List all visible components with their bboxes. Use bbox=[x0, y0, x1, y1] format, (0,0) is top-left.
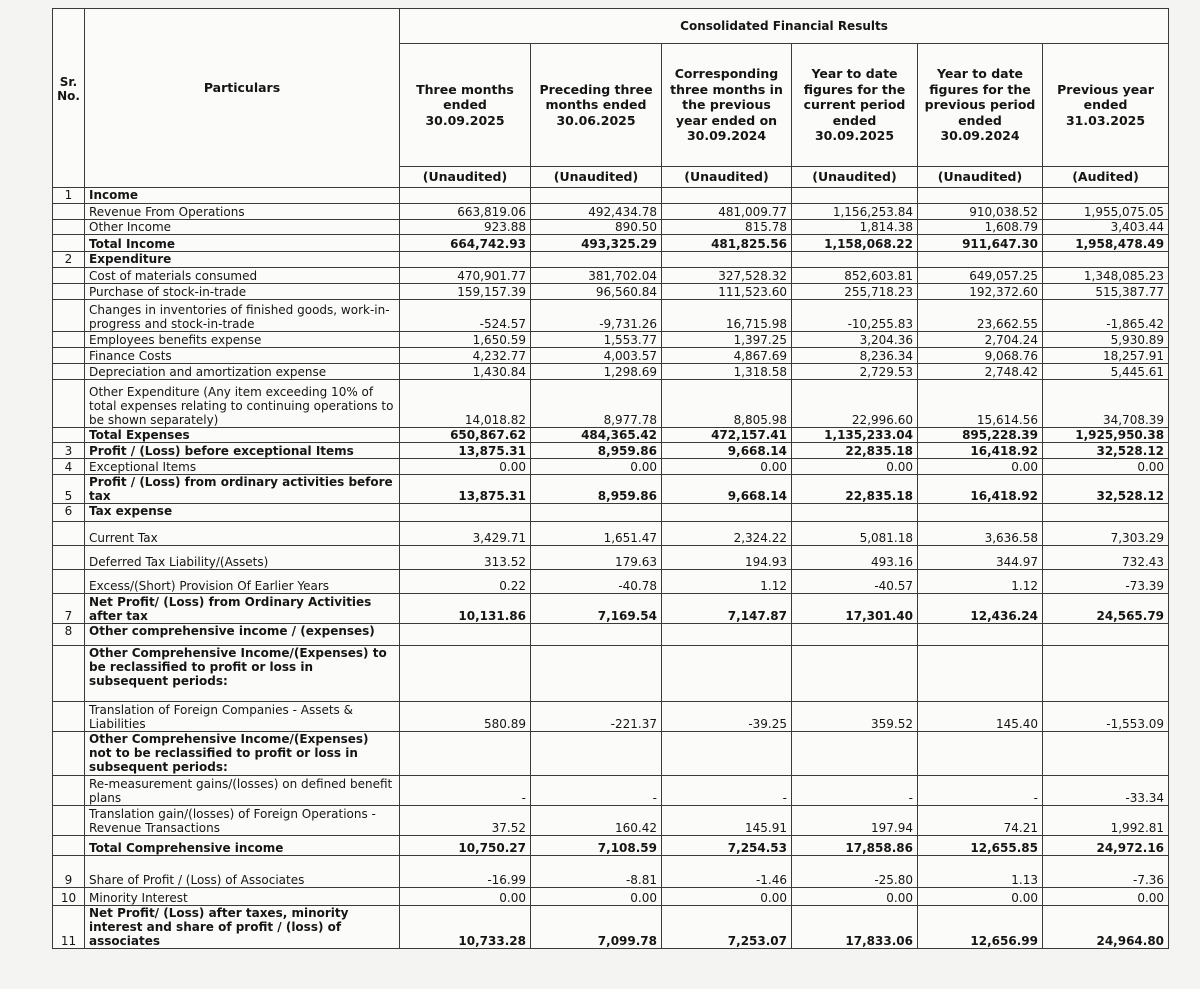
row-label: Translation of Foreign Companies - Assets & Liabilities bbox=[85, 702, 400, 732]
column-header-ytd-2025: Year to date figures for the current period ended 30.09.2025 bbox=[792, 44, 918, 167]
row-value: 1,651.47 bbox=[531, 522, 662, 546]
table-row bbox=[53, 504, 1169, 522]
row-value bbox=[400, 504, 531, 522]
row-label: Total Expenses bbox=[85, 428, 400, 443]
row-value: 7,147.87 bbox=[662, 594, 792, 624]
row-sr-no: 10 bbox=[53, 888, 85, 906]
table-row bbox=[53, 235, 1169, 252]
audit-status: (Unaudited) bbox=[662, 167, 792, 188]
row-value: 327,528.32 bbox=[662, 268, 792, 284]
row-value: -33.34 bbox=[1043, 776, 1169, 806]
row-value: 10,131.86 bbox=[400, 594, 531, 624]
particulars-header: Particulars bbox=[85, 9, 400, 188]
row-value: 96,560.84 bbox=[531, 284, 662, 300]
row-label: Excess/(Short) Provision Of Earlier Years bbox=[85, 570, 400, 594]
sr-no-header: Sr. No. bbox=[53, 9, 85, 188]
row-value: 16,418.92 bbox=[918, 475, 1043, 504]
row-label: Total Comprehensive income bbox=[85, 836, 400, 856]
row-label: Profit / (Loss) from ordinary activities before tax bbox=[85, 475, 400, 504]
row-value: 9,068.76 bbox=[918, 348, 1043, 364]
row-value: -1.46 bbox=[662, 856, 792, 888]
row-value bbox=[1043, 624, 1169, 646]
table-row bbox=[53, 522, 1169, 546]
row-value: 14,018.82 bbox=[400, 380, 531, 428]
row-value: 159,157.39 bbox=[400, 284, 531, 300]
row-value: 34,708.39 bbox=[1043, 380, 1169, 428]
row-value: 732.43 bbox=[1043, 546, 1169, 570]
row-label: Changes in inventories of finished goods, work-in-progress and stock-in-trade bbox=[85, 300, 400, 332]
row-value: 0.00 bbox=[662, 459, 792, 475]
row-label: Depreciation and amortization expense bbox=[85, 364, 400, 380]
row-value bbox=[1043, 188, 1169, 204]
table-row bbox=[53, 364, 1169, 380]
row-value bbox=[792, 188, 918, 204]
row-label: Share of Profit / (Loss) of Associates bbox=[85, 856, 400, 888]
row-value: 492,434.78 bbox=[531, 204, 662, 220]
table-body bbox=[53, 188, 1169, 949]
row-value: -40.78 bbox=[531, 570, 662, 594]
row-label: Net Profit/ (Loss) after taxes, minority interest and share of profit / (loss) of associates bbox=[85, 906, 400, 949]
row-value bbox=[662, 624, 792, 646]
row-label: Translation gain/(losses) of Foreign Operations - Revenue Transactions bbox=[85, 806, 400, 836]
row-value: 890.50 bbox=[531, 220, 662, 235]
audit-status: (Unaudited) bbox=[531, 167, 662, 188]
row-value: 663,819.06 bbox=[400, 204, 531, 220]
row-value: 7,303.29 bbox=[1043, 522, 1169, 546]
row-value: 111,523.60 bbox=[662, 284, 792, 300]
row-value: 7,169.54 bbox=[531, 594, 662, 624]
row-value: 472,157.41 bbox=[662, 428, 792, 443]
row-label: Revenue From Operations bbox=[85, 204, 400, 220]
row-value: 1.13 bbox=[918, 856, 1043, 888]
row-sr-no: 5 bbox=[53, 475, 85, 504]
row-value: 7,108.59 bbox=[531, 836, 662, 856]
row-value bbox=[792, 624, 918, 646]
row-value: 1,430.84 bbox=[400, 364, 531, 380]
table-row bbox=[53, 300, 1169, 332]
row-sr-no: 6 bbox=[53, 504, 85, 522]
row-value: 484,365.42 bbox=[531, 428, 662, 443]
table-row bbox=[53, 428, 1169, 443]
row-label: Tax expense bbox=[85, 504, 400, 522]
row-value: -40.57 bbox=[792, 570, 918, 594]
row-value: 2,729.53 bbox=[792, 364, 918, 380]
table-row bbox=[53, 220, 1169, 235]
row-sr-no bbox=[53, 732, 85, 776]
row-value: 22,835.18 bbox=[792, 443, 918, 459]
row-value: 493.16 bbox=[792, 546, 918, 570]
table-row bbox=[53, 732, 1169, 776]
row-value: 17,858.86 bbox=[792, 836, 918, 856]
row-label: Other Comprehensive Income/(Expenses) to be reclassified to profit or loss in subsequent periods: bbox=[85, 646, 400, 702]
row-value: 313.52 bbox=[400, 546, 531, 570]
row-sr-no bbox=[53, 776, 85, 806]
row-value bbox=[531, 646, 662, 702]
row-sr-no bbox=[53, 364, 85, 380]
row-value: 13,875.31 bbox=[400, 443, 531, 459]
row-value: 16,715.98 bbox=[662, 300, 792, 332]
row-value: 4,867.69 bbox=[662, 348, 792, 364]
table-row bbox=[53, 284, 1169, 300]
table-row bbox=[53, 646, 1169, 702]
row-value: 197.94 bbox=[792, 806, 918, 836]
row-value: 911,647.30 bbox=[918, 235, 1043, 252]
row-sr-no: 7 bbox=[53, 594, 85, 624]
table-header bbox=[53, 9, 1169, 188]
row-value: 895,228.39 bbox=[918, 428, 1043, 443]
row-value bbox=[531, 732, 662, 776]
row-value: 815.78 bbox=[662, 220, 792, 235]
row-sr-no bbox=[53, 646, 85, 702]
row-value: 1.12 bbox=[918, 570, 1043, 594]
row-sr-no bbox=[53, 522, 85, 546]
row-value: 0.00 bbox=[531, 888, 662, 906]
row-value: 32,528.12 bbox=[1043, 475, 1169, 504]
row-value bbox=[918, 188, 1043, 204]
row-value bbox=[662, 188, 792, 204]
row-value bbox=[662, 504, 792, 522]
row-sr-no bbox=[53, 546, 85, 570]
row-value bbox=[918, 504, 1043, 522]
row-value: 923.88 bbox=[400, 220, 531, 235]
row-sr-no bbox=[53, 380, 85, 428]
row-sr-no bbox=[53, 806, 85, 836]
row-value bbox=[918, 252, 1043, 268]
row-value: 1,135,233.04 bbox=[792, 428, 918, 443]
row-label: Expenditure bbox=[85, 252, 400, 268]
row-value: -8.81 bbox=[531, 856, 662, 888]
table-row bbox=[53, 776, 1169, 806]
row-value bbox=[531, 504, 662, 522]
row-value: 2,748.42 bbox=[918, 364, 1043, 380]
row-value: 1,608.79 bbox=[918, 220, 1043, 235]
row-value bbox=[400, 624, 531, 646]
row-value: 8,236.34 bbox=[792, 348, 918, 364]
row-value: 22,996.60 bbox=[792, 380, 918, 428]
row-value: 0.00 bbox=[400, 459, 531, 475]
row-value: 0.00 bbox=[400, 888, 531, 906]
column-header-q2-2024: Corresponding three months in the previous year ended on 30.09.2024 bbox=[662, 44, 792, 167]
table-row bbox=[53, 906, 1169, 949]
row-sr-no bbox=[53, 570, 85, 594]
audit-status: (Unaudited) bbox=[918, 167, 1043, 188]
row-value: 3,204.36 bbox=[792, 332, 918, 348]
row-value: 650,867.62 bbox=[400, 428, 531, 443]
table-row bbox=[53, 459, 1169, 475]
row-sr-no: 11 bbox=[53, 906, 85, 949]
table-row bbox=[53, 888, 1169, 906]
row-value: 1,553.77 bbox=[531, 332, 662, 348]
row-value bbox=[1043, 646, 1169, 702]
row-value: 32,528.12 bbox=[1043, 443, 1169, 459]
row-value: 0.00 bbox=[792, 459, 918, 475]
row-value: 1,925,950.38 bbox=[1043, 428, 1169, 443]
row-value: 0.00 bbox=[1043, 888, 1169, 906]
row-value: 580.89 bbox=[400, 702, 531, 732]
row-value: -39.25 bbox=[662, 702, 792, 732]
row-value: 37.52 bbox=[400, 806, 531, 836]
table-row bbox=[53, 546, 1169, 570]
audit-status: (Unaudited) bbox=[792, 167, 918, 188]
row-value: 12,436.24 bbox=[918, 594, 1043, 624]
table-row bbox=[53, 252, 1169, 268]
row-label: Exceptional Items bbox=[85, 459, 400, 475]
row-value: 17,833.06 bbox=[792, 906, 918, 949]
column-header-q2-2025: Three months ended 30.09.2025 bbox=[400, 44, 531, 167]
row-label: Re-measurement gains/(losses) on defined benefit plans bbox=[85, 776, 400, 806]
row-value: -10,255.83 bbox=[792, 300, 918, 332]
row-value: 0.00 bbox=[531, 459, 662, 475]
row-value: 4,232.77 bbox=[400, 348, 531, 364]
row-label: Cost of materials consumed bbox=[85, 268, 400, 284]
row-value: 22,835.18 bbox=[792, 475, 918, 504]
row-sr-no bbox=[53, 300, 85, 332]
row-value: - bbox=[531, 776, 662, 806]
row-label: Income bbox=[85, 188, 400, 204]
row-value bbox=[792, 732, 918, 776]
table-row bbox=[53, 594, 1169, 624]
row-value bbox=[400, 252, 531, 268]
row-label: Total Income bbox=[85, 235, 400, 252]
row-value: 8,977.78 bbox=[531, 380, 662, 428]
row-value: -73.39 bbox=[1043, 570, 1169, 594]
row-sr-no bbox=[53, 332, 85, 348]
row-value: 0.00 bbox=[918, 888, 1043, 906]
row-value: 1,955,075.05 bbox=[1043, 204, 1169, 220]
row-value bbox=[1043, 732, 1169, 776]
column-header-q1-2025: Preceding three months ended 30.06.2025 bbox=[531, 44, 662, 167]
row-label: Finance Costs bbox=[85, 348, 400, 364]
table-row bbox=[53, 570, 1169, 594]
row-sr-no bbox=[53, 428, 85, 443]
row-value: 1,397.25 bbox=[662, 332, 792, 348]
row-value: 13,875.31 bbox=[400, 475, 531, 504]
row-value: 8,959.86 bbox=[531, 443, 662, 459]
row-value bbox=[918, 732, 1043, 776]
row-value: 481,825.56 bbox=[662, 235, 792, 252]
row-label: Employees benefits expense bbox=[85, 332, 400, 348]
row-value: 9,668.14 bbox=[662, 475, 792, 504]
row-value bbox=[531, 624, 662, 646]
row-value: 0.00 bbox=[1043, 459, 1169, 475]
column-header-ytd-2024: Year to date figures for the previous period ended 30.09.2024 bbox=[918, 44, 1043, 167]
table-row bbox=[53, 806, 1169, 836]
row-value: 255,718.23 bbox=[792, 284, 918, 300]
row-value bbox=[400, 188, 531, 204]
row-value: -524.57 bbox=[400, 300, 531, 332]
row-value: 493,325.29 bbox=[531, 235, 662, 252]
row-sr-no: 1 bbox=[53, 188, 85, 204]
row-value: 74.21 bbox=[918, 806, 1043, 836]
row-value: 1,650.59 bbox=[400, 332, 531, 348]
row-value: 179.63 bbox=[531, 546, 662, 570]
row-sr-no bbox=[53, 836, 85, 856]
row-value bbox=[918, 646, 1043, 702]
row-value: 7,099.78 bbox=[531, 906, 662, 949]
row-value: 2,704.24 bbox=[918, 332, 1043, 348]
row-value: 910,038.52 bbox=[918, 204, 1043, 220]
row-value: - bbox=[792, 776, 918, 806]
row-value: 12,656.99 bbox=[918, 906, 1043, 949]
table-title: Consolidated Financial Results bbox=[400, 9, 1169, 44]
row-value: -25.80 bbox=[792, 856, 918, 888]
row-value bbox=[1043, 252, 1169, 268]
table-row bbox=[53, 204, 1169, 220]
row-sr-no bbox=[53, 702, 85, 732]
row-value bbox=[531, 188, 662, 204]
table-row bbox=[53, 332, 1169, 348]
row-value: 3,636.58 bbox=[918, 522, 1043, 546]
row-label: Profit / (Loss) before exceptional Items bbox=[85, 443, 400, 459]
row-value: 470,901.77 bbox=[400, 268, 531, 284]
row-value: 1,298.69 bbox=[531, 364, 662, 380]
table-row bbox=[53, 380, 1169, 428]
row-value: - bbox=[400, 776, 531, 806]
row-sr-no: 3 bbox=[53, 443, 85, 459]
row-value: 8,805.98 bbox=[662, 380, 792, 428]
row-label: Other Expenditure (Any item exceeding 10% of total expenses relating to continuing operations to be shown separately) bbox=[85, 380, 400, 428]
row-value: 8,959.86 bbox=[531, 475, 662, 504]
row-value: -16.99 bbox=[400, 856, 531, 888]
table-row bbox=[53, 702, 1169, 732]
row-label: Net Profit/ (Loss) from Ordinary Activities after tax bbox=[85, 594, 400, 624]
row-value: 3,429.71 bbox=[400, 522, 531, 546]
table-row bbox=[53, 624, 1169, 646]
row-value: -221.37 bbox=[531, 702, 662, 732]
row-sr-no bbox=[53, 220, 85, 235]
table-row bbox=[53, 443, 1169, 459]
row-value: 1,318.58 bbox=[662, 364, 792, 380]
row-value: 0.00 bbox=[792, 888, 918, 906]
row-value bbox=[792, 504, 918, 522]
row-value: 0.22 bbox=[400, 570, 531, 594]
row-value: 0.00 bbox=[662, 888, 792, 906]
row-label: Purchase of stock-in-trade bbox=[85, 284, 400, 300]
row-value: 5,081.18 bbox=[792, 522, 918, 546]
row-value: 194.93 bbox=[662, 546, 792, 570]
row-value: 1.12 bbox=[662, 570, 792, 594]
row-value: 16,418.92 bbox=[918, 443, 1043, 459]
row-label: Current Tax bbox=[85, 522, 400, 546]
row-value bbox=[662, 252, 792, 268]
row-value bbox=[918, 624, 1043, 646]
financial-results-sheet bbox=[52, 8, 1168, 949]
row-label: Minority Interest bbox=[85, 888, 400, 906]
row-value: 192,372.60 bbox=[918, 284, 1043, 300]
row-value: 10,750.27 bbox=[400, 836, 531, 856]
row-value bbox=[662, 732, 792, 776]
row-value: 344.97 bbox=[918, 546, 1043, 570]
row-value: 17,301.40 bbox=[792, 594, 918, 624]
row-value: 5,445.61 bbox=[1043, 364, 1169, 380]
row-value: 24,972.16 bbox=[1043, 836, 1169, 856]
row-sr-no bbox=[53, 348, 85, 364]
row-value: 1,992.81 bbox=[1043, 806, 1169, 836]
row-sr-no: 2 bbox=[53, 252, 85, 268]
row-value: 664,742.93 bbox=[400, 235, 531, 252]
row-label: Other comprehensive income / (expenses) bbox=[85, 624, 400, 646]
row-value: 5,930.89 bbox=[1043, 332, 1169, 348]
row-value: 160.42 bbox=[531, 806, 662, 836]
row-value: 145.91 bbox=[662, 806, 792, 836]
row-value: 4,003.57 bbox=[531, 348, 662, 364]
row-sr-no bbox=[53, 268, 85, 284]
row-value: 15,614.56 bbox=[918, 380, 1043, 428]
audit-status: (Unaudited) bbox=[400, 167, 531, 188]
table-row bbox=[53, 856, 1169, 888]
row-value: 1,814.38 bbox=[792, 220, 918, 235]
row-value: -9,731.26 bbox=[531, 300, 662, 332]
row-value bbox=[400, 732, 531, 776]
row-sr-no bbox=[53, 235, 85, 252]
row-value: 10,733.28 bbox=[400, 906, 531, 949]
row-value: -1,553.09 bbox=[1043, 702, 1169, 732]
row-label: Other Income bbox=[85, 220, 400, 235]
row-value: 1,348,085.23 bbox=[1043, 268, 1169, 284]
row-value: 359.52 bbox=[792, 702, 918, 732]
row-value: 481,009.77 bbox=[662, 204, 792, 220]
row-value bbox=[662, 646, 792, 702]
row-value: 9,668.14 bbox=[662, 443, 792, 459]
row-value: -1,865.42 bbox=[1043, 300, 1169, 332]
row-value: 1,156,253.84 bbox=[792, 204, 918, 220]
row-value: 23,662.55 bbox=[918, 300, 1043, 332]
row-value bbox=[1043, 504, 1169, 522]
row-value bbox=[792, 646, 918, 702]
row-value: 515,387.77 bbox=[1043, 284, 1169, 300]
table-row bbox=[53, 268, 1169, 284]
row-value: - bbox=[918, 776, 1043, 806]
row-value: 2,324.22 bbox=[662, 522, 792, 546]
row-value bbox=[400, 646, 531, 702]
row-sr-no bbox=[53, 204, 85, 220]
row-sr-no bbox=[53, 284, 85, 300]
audit-status: (Audited) bbox=[1043, 167, 1169, 188]
consolidated-results-table bbox=[52, 8, 1169, 949]
row-value: 12,655.85 bbox=[918, 836, 1043, 856]
row-value: -7.36 bbox=[1043, 856, 1169, 888]
row-value: - bbox=[662, 776, 792, 806]
row-label: Other Comprehensive Income/(Expenses) not to be reclassified to profit or loss in subsequent periods: bbox=[85, 732, 400, 776]
row-value: 1,158,068.22 bbox=[792, 235, 918, 252]
row-value: 3,403.44 bbox=[1043, 220, 1169, 235]
row-value: 7,253.07 bbox=[662, 906, 792, 949]
column-header-fy-2025: Previous year ended 31.03.2025 bbox=[1043, 44, 1169, 167]
row-value bbox=[792, 252, 918, 268]
row-value: 145.40 bbox=[918, 702, 1043, 732]
row-value: 18,257.91 bbox=[1043, 348, 1169, 364]
row-value: 852,603.81 bbox=[792, 268, 918, 284]
table-row bbox=[53, 475, 1169, 504]
row-value bbox=[531, 252, 662, 268]
table-row bbox=[53, 348, 1169, 364]
row-value: 24,565.79 bbox=[1043, 594, 1169, 624]
row-value: 0.00 bbox=[918, 459, 1043, 475]
row-sr-no: 9 bbox=[53, 856, 85, 888]
row-sr-no: 8 bbox=[53, 624, 85, 646]
row-value: 7,254.53 bbox=[662, 836, 792, 856]
row-value: 649,057.25 bbox=[918, 268, 1043, 284]
table-row bbox=[53, 836, 1169, 856]
row-sr-no: 4 bbox=[53, 459, 85, 475]
table-row bbox=[53, 188, 1169, 204]
row-value: 1,958,478.49 bbox=[1043, 235, 1169, 252]
row-value: 381,702.04 bbox=[531, 268, 662, 284]
row-label: Deferred Tax Liability/(Assets) bbox=[85, 546, 400, 570]
row-value: 24,964.80 bbox=[1043, 906, 1169, 949]
